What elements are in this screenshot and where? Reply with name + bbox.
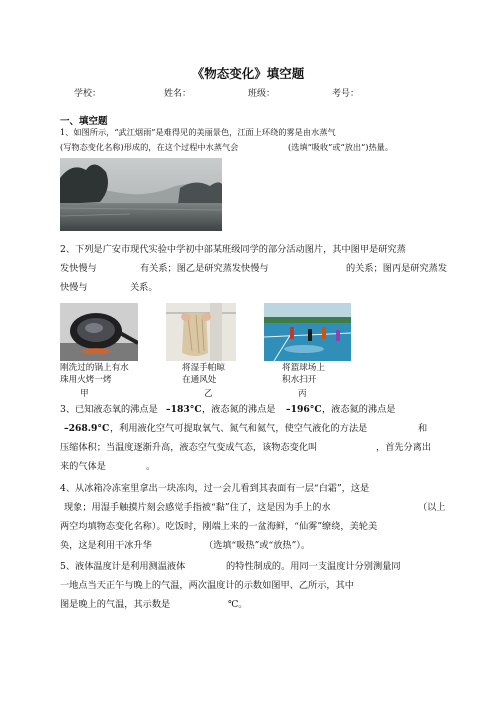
q1-line2a: (写物态变化名称)形成的，在这个过程中水蒸气会 — [60, 142, 239, 152]
q2-line2c: 的关系；图丙是研究蒸发 — [346, 263, 448, 274]
q3-line2b: 和 — [418, 423, 428, 434]
q4-line1: 4、从冰箱冷冻室里拿出一块冻肉，过一会儿看到其表面有一层“白霜”，这是 — [60, 483, 370, 494]
school-field: 学校： — [74, 89, 102, 99]
class-field: 班级： — [248, 89, 276, 99]
q3-oxygen-boiling-point: –183°C — [166, 404, 202, 415]
q5-line3a: 图是晚上的气温，其示数是 — [60, 599, 171, 610]
q3-line4a: 来的气体是 — [60, 461, 106, 472]
q2-line1: 2、下列是广安市现代实验中学初中部某班级同学的部分活动图片，其中图甲是研究蒸 — [60, 244, 406, 255]
q3-line3a: 压缩体积；当温度逐渐升高，液态空气变成气态，该物态变化叫 — [60, 442, 318, 453]
q3-helium-boiling-point: –268.9°C — [64, 423, 110, 434]
q5-line2: 一地点当天正午与晚上的气温，两次温度计的示数如图甲、乙所示，其中 — [60, 580, 354, 591]
caption-jia-line1: 刚洗过的锅上有水 — [60, 363, 129, 373]
q1-line1: 1、如图所示，“武江烟雨”是难得见的美丽景色，江面上环绕的雾是由水蒸气 — [60, 127, 336, 137]
caption-bing-label: 丙 — [298, 389, 307, 399]
q1-line2b: (选填“吸收”或“放出”)热量。 — [288, 142, 394, 152]
q3-line1a: 3、已知液态氧的沸点是 — [60, 404, 158, 415]
q3-line4b: 。 — [146, 461, 156, 472]
q3-line3b: ，首先分离出 — [376, 442, 432, 453]
caption-yi-label: 乙 — [204, 389, 213, 399]
name-field: 姓名： — [164, 89, 192, 99]
q4-line2a: 现象；用湿手触摸片刻会感觉手指被“黏”住了，这是因为手上的水 — [64, 502, 331, 513]
q4-line3: 两空均填物态变化名称）。吃饭时，刚端上来的一盆海鲜，“仙雾”缭绕，美轮美 — [60, 521, 378, 532]
q4-line4b: （选填“吸热”或“放热”）。 — [204, 540, 311, 551]
q3-nitrogen-boiling-point: –196°C — [286, 404, 322, 415]
caption-yi-line1: 将湿手帕晾 — [182, 363, 225, 373]
misty-river-photo — [60, 158, 222, 231]
q5-line3b: ℃。 — [228, 599, 248, 610]
q2-line3b: 关系。 — [130, 282, 158, 293]
q5-line1b: 的特性制成的。用同一支温度计分别测量同 — [226, 561, 401, 572]
page-title: 《物态变化》填空题 — [191, 66, 305, 81]
q5-line1a: 5、液体温度计是利用测温液体 — [60, 561, 186, 572]
q2-line2b: 有关系；图乙是研究蒸发快慢与 — [140, 263, 269, 274]
caption-yi-line2: 在通风处 — [182, 375, 217, 385]
q2-line3a: 快慢与 — [60, 282, 88, 293]
caption-bing-line1: 将篮球场上 — [282, 363, 325, 373]
caption-bing-line2: 积水扫开 — [282, 375, 317, 385]
caption-jia-label: 甲 — [80, 389, 89, 399]
caption-jia-line2: 珠用火烤一烤 — [60, 375, 112, 385]
q4-line2b: （以上 — [418, 502, 446, 513]
q4-line4a: 奂，这是利用干冰升华 — [60, 540, 152, 551]
q3-line1c: ，液态氦的沸点是 — [322, 404, 396, 415]
q3-line2a: ，利用液化空气可提取氧气、氮气和氦气，使空气液化的方法是 — [110, 423, 368, 434]
exam-number-field: 考号： — [332, 89, 360, 99]
hanging-handkerchief-photo — [166, 303, 236, 361]
q2-line2a: 发快慢与 — [60, 263, 97, 274]
section-heading: 一、填空题 — [60, 116, 108, 127]
basketball-court-photo — [264, 303, 351, 361]
q3-line1b: ，液态氮的沸点是 — [202, 404, 276, 415]
wok-over-fire-photo — [60, 303, 138, 361]
